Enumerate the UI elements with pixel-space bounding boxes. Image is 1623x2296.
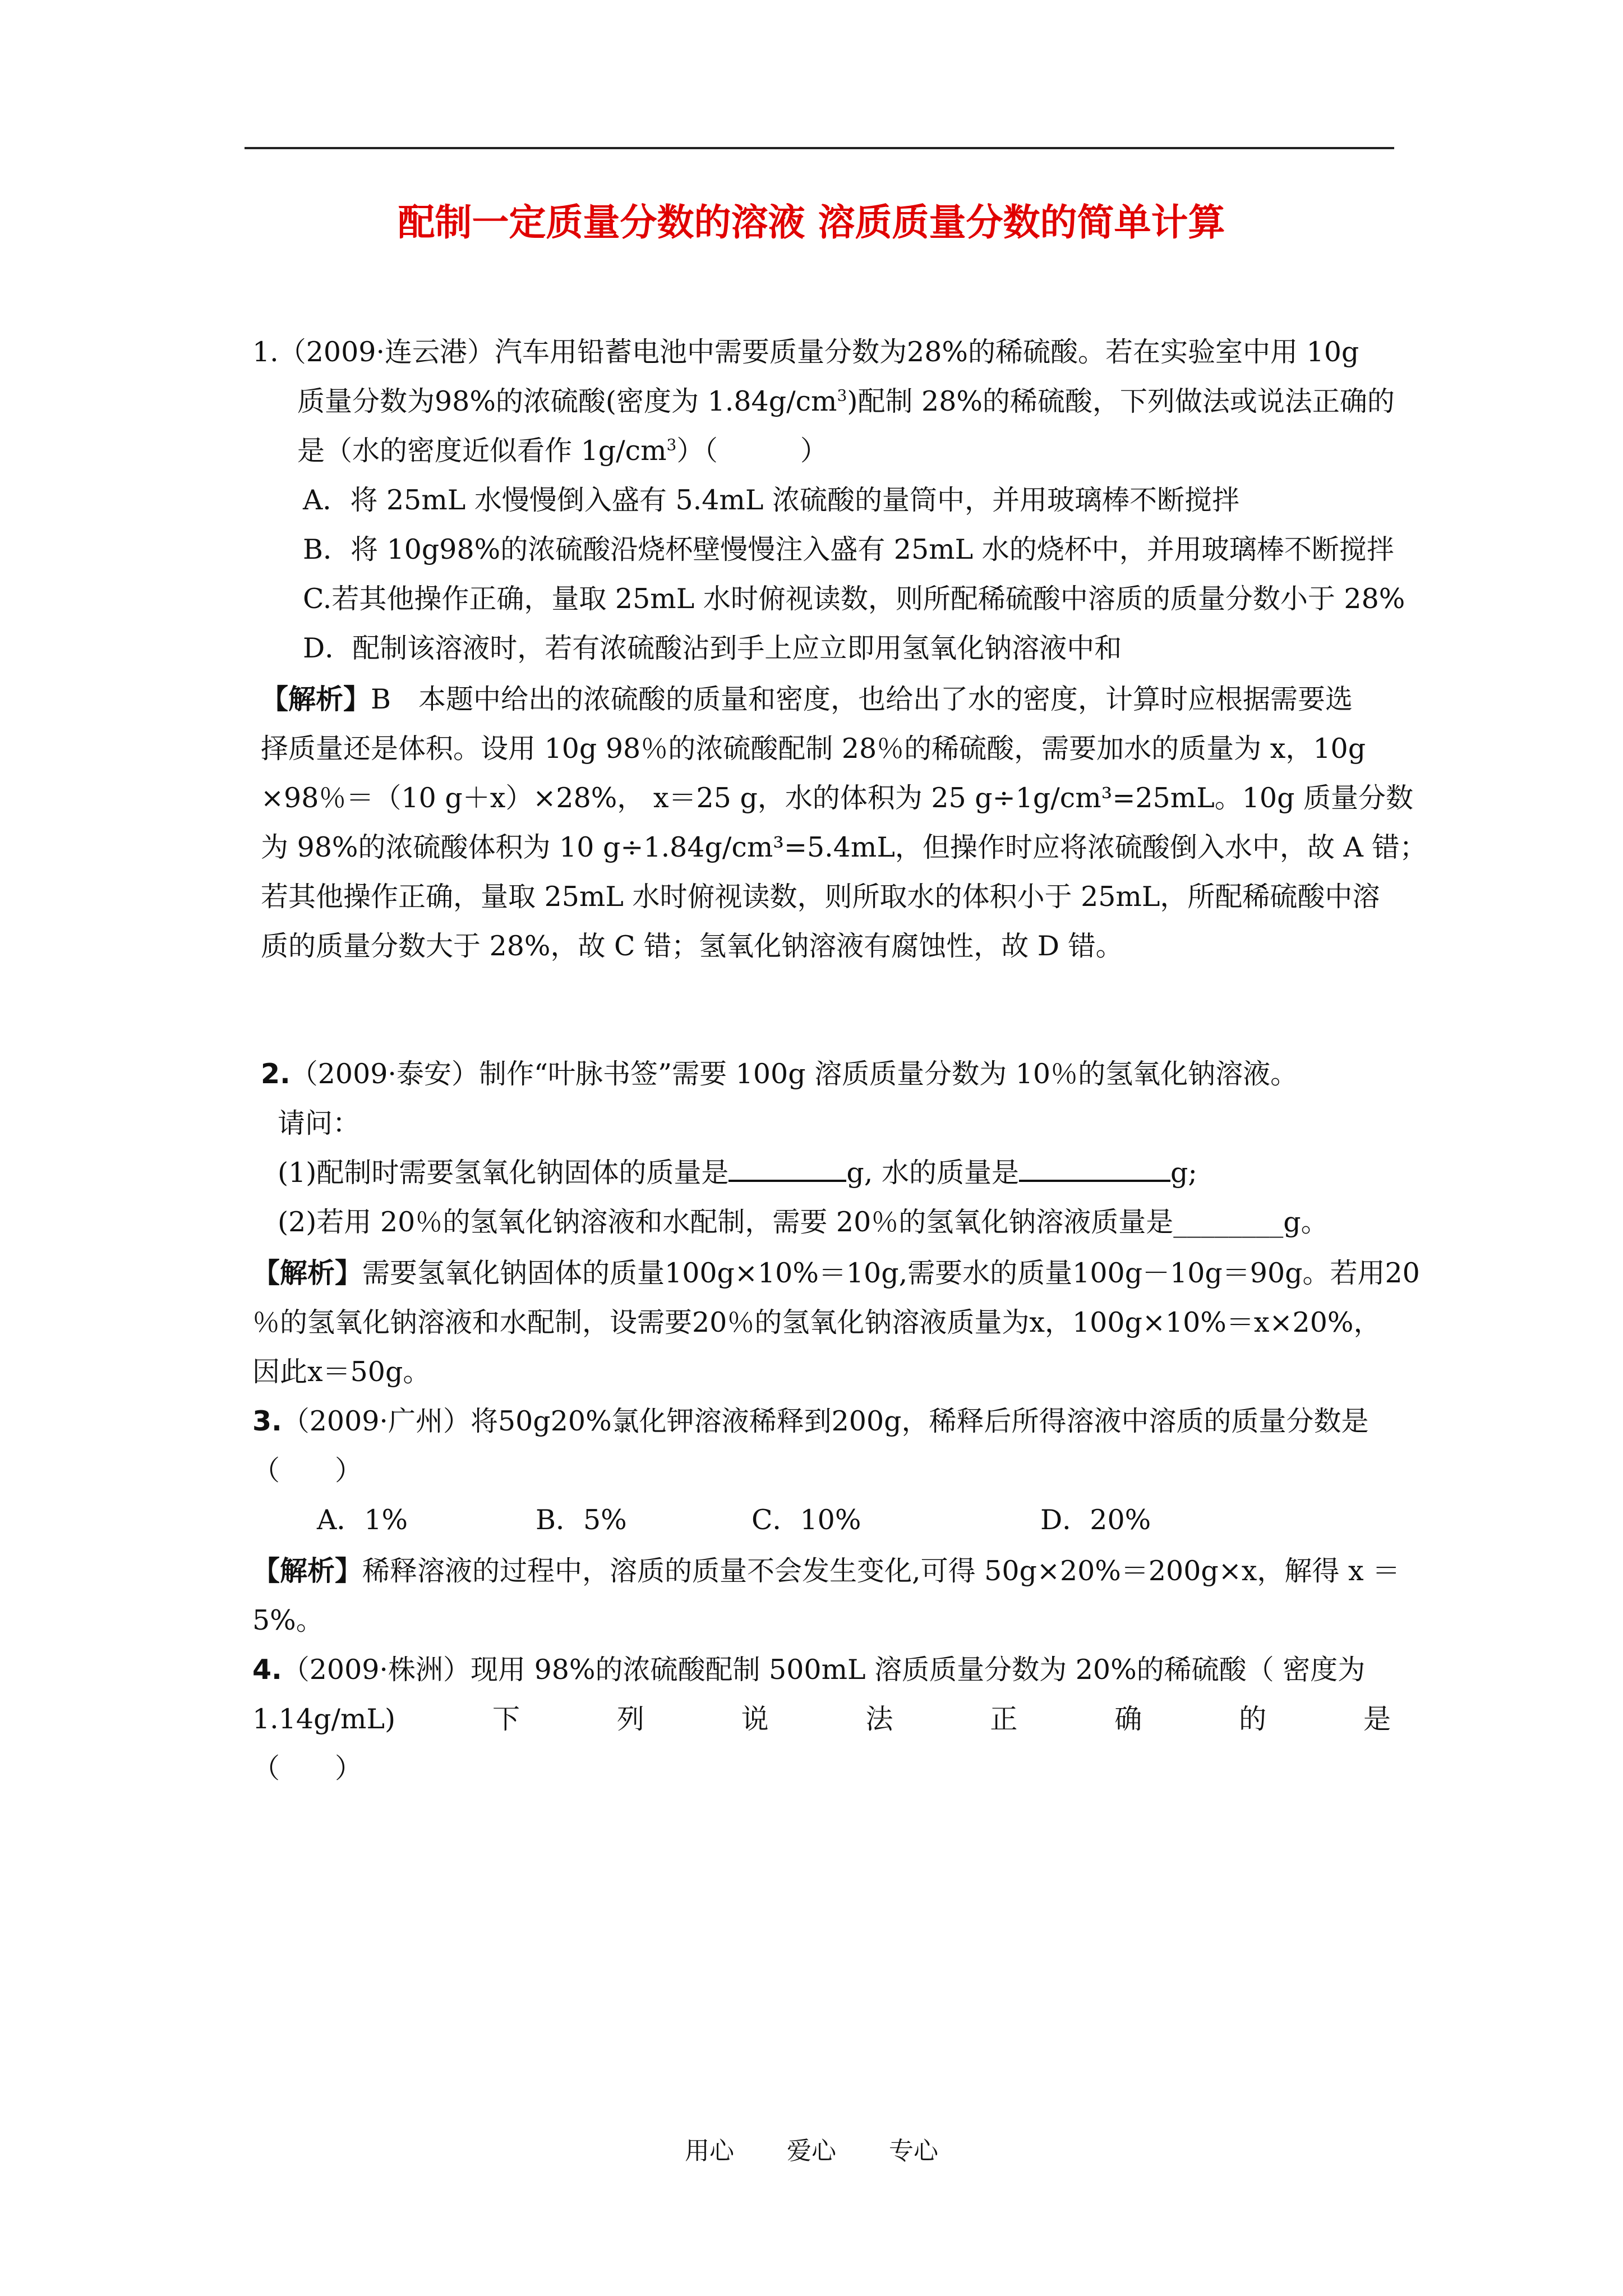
q1-analysis-line-2: 择质量还是体积。设用 10g 98％的浓硫酸配制 28％的稀硫酸，需要加水的质量为 x，10g xyxy=(261,733,1366,765)
answer-blank xyxy=(728,1154,846,1182)
footer-text: 爱心 xyxy=(787,2137,836,2165)
q4-stem-line-1: 4.（2009·株洲）现用 98%的浓硫酸配制 500mL 溶质质量分数为 20%的稀硫酸（ 密度为 xyxy=(252,1654,1366,1686)
analysis-label: 【解析】 xyxy=(252,1257,363,1289)
analysis-label: 【解析】 xyxy=(252,1555,363,1587)
q2-analysis-line-1: 【解析】需要氢氧化钠固体的质量100g×10%＝10g,需要水的质量100g－10g＝90g。若用20 xyxy=(252,1257,1420,1289)
q2-part-2: (2)若用 20％的氢氧化钠溶液和水配制，需要 20％的氢氧化钠溶液质量是________g。 xyxy=(278,1206,1329,1238)
q3-option-c: C．10% xyxy=(751,1504,861,1536)
q2-stem-line-2: 请问： xyxy=(278,1107,361,1139)
q1-stem-line-1: 1.（2009·连云港）汽车用铅蓄电池中需要质量分数为28%的稀硫酸。若在实验室中用 10g xyxy=(252,336,1359,368)
page-title: 配制一定质量分数的溶液 溶质质量分数的简单计算 xyxy=(398,201,1225,244)
q1-analysis-line-3: ×98％＝（10 g＋x）×28%， x＝25 g，水的体积为 25 g÷1g/cm³=25mL。10g 质量分数 xyxy=(261,782,1414,814)
q1-stem-line-3: 是（水的密度近似看作 $1g/cm^3$）（ ） xyxy=(297,435,828,467)
q1-analysis-line-4: 为 98%的浓硫酸体积为 10 g÷1.84g/cm³=5.4mL，但操作时应将浓硫酸倒入水中，故 A 错； xyxy=(261,831,1427,863)
q4-stem-line-2: 1.14g/mL) 下 列 说 法 正 确 的 是 xyxy=(252,1703,1391,1735)
q1-option-b: B．将 10g98%的浓硫酸沿烧杯壁慢慢注入盛有 25mL 水的烧杯中，并用玻璃棒不断搅拌 xyxy=(303,533,1394,565)
q3-analysis-line-2: 5%。 xyxy=(252,1604,324,1636)
footer-text: 用心 xyxy=(685,2137,734,2165)
q1-option-a: A．将 25mL 水慢慢倒入盛有 5.4mL 浓硫酸的量筒中，并用玻璃棒不断搅拌 xyxy=(303,484,1239,516)
q3-option-d: D．20% xyxy=(1040,1504,1151,1536)
q3-stem-line-2: （ ） xyxy=(252,1455,363,1487)
q3-option-b: B．5% xyxy=(536,1504,627,1536)
q2-analysis-line-3: 因此x＝50g。 xyxy=(252,1356,431,1388)
q2-stem-line-1: 2.（2009·泰安）制作“叶脉书签”需要 100g 溶质质量分数为 10％的氢氧化钠溶液。 xyxy=(261,1058,1298,1090)
page-footer xyxy=(0,2134,1623,2168)
q2-part-1: (1)配制时需要氢氧化钠固体的质量是 g, 水的质量是 g; xyxy=(278,1153,1197,1193)
q1-analysis-line-5: 若其他操作正确，量取 25mL 水时俯视读数，则所取水的体积小于 25mL，所配稀硫酸中溶 xyxy=(261,881,1380,913)
q1-analysis-line-6: 质的质量分数大于 28%，故 C 错；氢氧化钠溶液有腐蚀性，故 D 错。 xyxy=(261,930,1123,962)
analysis-label: 【解析】 xyxy=(261,683,371,715)
q3-option-a: A．1% xyxy=(317,1504,408,1536)
q2-analysis-line-2: ％的氢氧化钠溶液和水配制，设需要20％的氢氧化钠溶液质量为x，100g×10%＝x×20%， xyxy=(252,1306,1381,1338)
header-rule xyxy=(245,147,1394,149)
q3-analysis-line-1: 【解析】稀释溶液的过程中，溶质的质量不会发生变化,可得 50g×20%＝200g×x，解得 x ＝ xyxy=(252,1555,1400,1587)
answer-blank xyxy=(1019,1154,1170,1182)
q1-stem-line-2: 质量分数为98%的浓硫酸(密度为 $1.84g/cm^3$)配制 28%的稀硫酸，下列做法或说法正确的 xyxy=(297,385,1395,417)
q1-analysis-line-1: 【解析】B 本题中给出的浓硫酸的质量和密度，也给出了水的密度，计算时应根据需要选 xyxy=(261,683,1353,715)
footer-text: 专心 xyxy=(889,2137,938,2165)
q4-stem-line-3: （ ） xyxy=(252,1752,363,1784)
q1-option-c: C.若其他操作正确，量取 25mL 水时俯视读数，则所配稀硫酸中溶质的质量分数小于 28% xyxy=(303,583,1405,615)
q3-stem-line-1: 3.（2009·广州）将50g20%氯化钾溶液稀释到200g，稀释后所得溶液中溶质的质量分数是 xyxy=(252,1405,1369,1437)
q1-option-d: D．配制该溶液时，若有浓硫酸沾到手上应立即用氢氧化钠溶液中和 xyxy=(303,632,1122,664)
